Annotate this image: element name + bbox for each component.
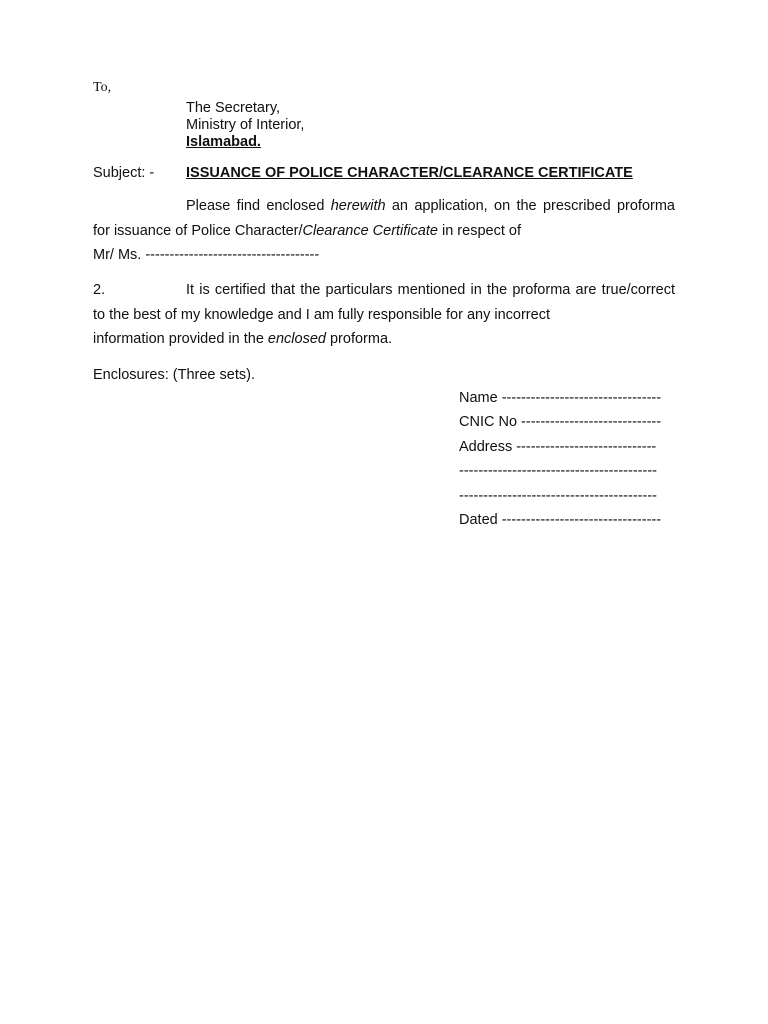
signature-address-line-2: ----------------------------------------- xyxy=(459,463,657,479)
para2-text-b: information provided in the xyxy=(93,331,268,347)
signature-name-line: Name --------------------------------- xyxy=(459,390,662,406)
subject-text: ISSUANCE OF POLICE CHARACTER/CLEARANCE CERTIFICATE xyxy=(186,165,633,181)
signature-dated-line: Dated --------------------------------- xyxy=(459,512,662,528)
para2-text-a: It is certified that the particulars mentioned in the proforma are true/correct to the best of my knowledge and I am fully responsible for any incorrect xyxy=(93,282,675,323)
signature-cnic-line: CNIC No ----------------------------- xyxy=(459,414,662,430)
salutation: To, xyxy=(93,80,112,95)
para1-italic-clearance: Clearance Certificate xyxy=(302,222,438,239)
paragraph-number: 2. xyxy=(93,282,106,298)
para2-text-d: proforma. xyxy=(325,331,393,347)
signature-address-line: Address ----------------------------- xyxy=(459,439,657,455)
para1-text-e: in respect of xyxy=(437,222,521,239)
addressee-block xyxy=(186,100,304,151)
para1-recipient-line: Mr/ Ms. ------------------------------------ xyxy=(93,247,320,263)
para2-italic-enclosed: enclosed xyxy=(267,331,326,347)
para1-text-a: Please find enclosed xyxy=(186,198,331,214)
para1-text-c: an application, on the prescribed proforma for issuance of Police Character/ xyxy=(93,198,675,239)
addressee-city: Islamabad. xyxy=(186,134,261,150)
paragraph-2 xyxy=(93,278,675,352)
paragraph-1 xyxy=(93,194,675,268)
signature-address-line-3: ----------------------------------------- xyxy=(459,488,657,504)
subject-label: Subject: - xyxy=(93,165,155,181)
addressee-title: The Secretary, xyxy=(186,100,281,116)
enclosures-note: Enclosures: (Three sets). xyxy=(93,367,255,383)
para1-italic-herewith: herewith xyxy=(330,198,386,214)
addressee-ministry: Ministry of Interior, xyxy=(186,117,305,133)
